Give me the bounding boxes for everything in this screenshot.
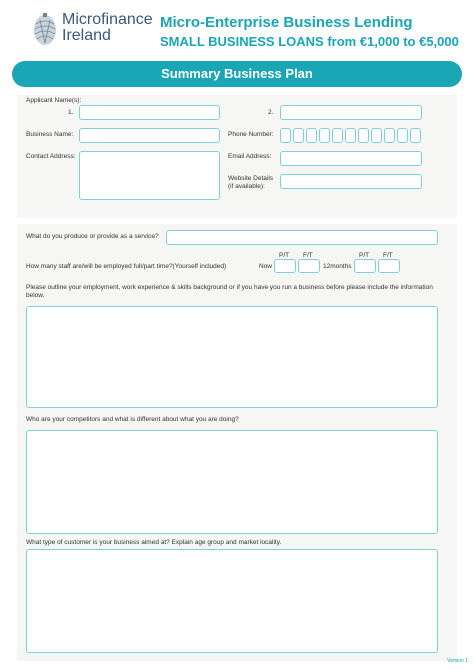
website-label-line2: (if available): — [228, 183, 265, 190]
website-label-line1: Website Details — [228, 175, 274, 182]
logo-line2: Ireland — [62, 27, 111, 44]
phone-digit-box[interactable] — [280, 128, 291, 143]
header-title: Micro-Enterprise Business Lending — [160, 14, 413, 31]
applicant-2-input[interactable] — [280, 105, 422, 120]
now-label: Now — [259, 263, 273, 270]
12m-ft-label: F/T — [383, 252, 393, 259]
website-label — [228, 175, 273, 191]
now-pt-label: P/T — [279, 252, 290, 259]
phone-digit-box[interactable] — [384, 128, 395, 143]
version-label: Version 1 — [447, 658, 468, 664]
header-subtitle: SMALL BUSINESS LOANS from €1,000 to €5,000 — [160, 34, 459, 49]
business-name-label: Business Name: — [26, 131, 74, 138]
phone-digit-box[interactable] — [358, 128, 369, 143]
website-input[interactable] — [280, 174, 422, 189]
produce-question: What do you produce or provide as a service? — [26, 233, 159, 240]
logo-wordmark — [62, 12, 153, 44]
competitors-question: Who are your competitors and what is different about what you are doing? — [26, 416, 239, 423]
12months-label: 12months — [323, 263, 352, 270]
now-ft-label: F/T — [303, 252, 313, 259]
now-ft-input[interactable] — [298, 259, 320, 273]
logo-line1: Microfinance — [62, 11, 153, 28]
phone-digit-box[interactable] — [397, 128, 408, 143]
applicant-1-label: 1. — [68, 109, 74, 116]
email-address-label: Email Address: — [228, 153, 272, 160]
12m-ft-input[interactable] — [378, 259, 400, 273]
contact-address-label: Contact Address: — [26, 153, 76, 160]
now-pt-input[interactable] — [274, 259, 296, 273]
phone-digit-box[interactable] — [410, 128, 421, 143]
phone-digit-box[interactable] — [293, 128, 304, 143]
phone-digit-box[interactable] — [345, 128, 356, 143]
produce-input[interactable] — [166, 230, 438, 245]
12m-pt-input[interactable] — [354, 259, 376, 273]
applicant-names-label: Applicant Name(s): — [26, 97, 82, 104]
competitors-textarea[interactable] — [26, 430, 438, 534]
applicant-2-label: 2. — [268, 109, 274, 116]
business-name-input[interactable] — [79, 128, 220, 143]
phone-digit-box[interactable] — [332, 128, 343, 143]
staff-question: How many staff are/will be employed full/part time?(Yourself included) — [26, 263, 227, 270]
phone-number-label: Phone Number: — [228, 131, 274, 138]
page-title: Summary Business Plan — [161, 66, 313, 81]
12m-pt-label: P/T — [359, 252, 370, 259]
background-textarea[interactable] — [26, 306, 438, 408]
customer-question: What type of customer is your business aimed at? Explain age group and market locality. — [26, 539, 282, 546]
contact-address-input[interactable] — [79, 151, 220, 200]
phone-number-digits — [280, 128, 424, 143]
background-question: Please outline your employment, work experience & skills background or if you have you run a business before please include the information below. — [26, 284, 433, 299]
applicant-1-input[interactable] — [79, 105, 220, 120]
phone-digit-box[interactable] — [306, 128, 317, 143]
customer-textarea[interactable] — [26, 549, 438, 653]
phone-digit-box[interactable] — [371, 128, 382, 143]
email-address-input[interactable] — [280, 151, 422, 166]
phone-digit-box[interactable] — [319, 128, 330, 143]
pine-cone-icon — [32, 12, 58, 46]
